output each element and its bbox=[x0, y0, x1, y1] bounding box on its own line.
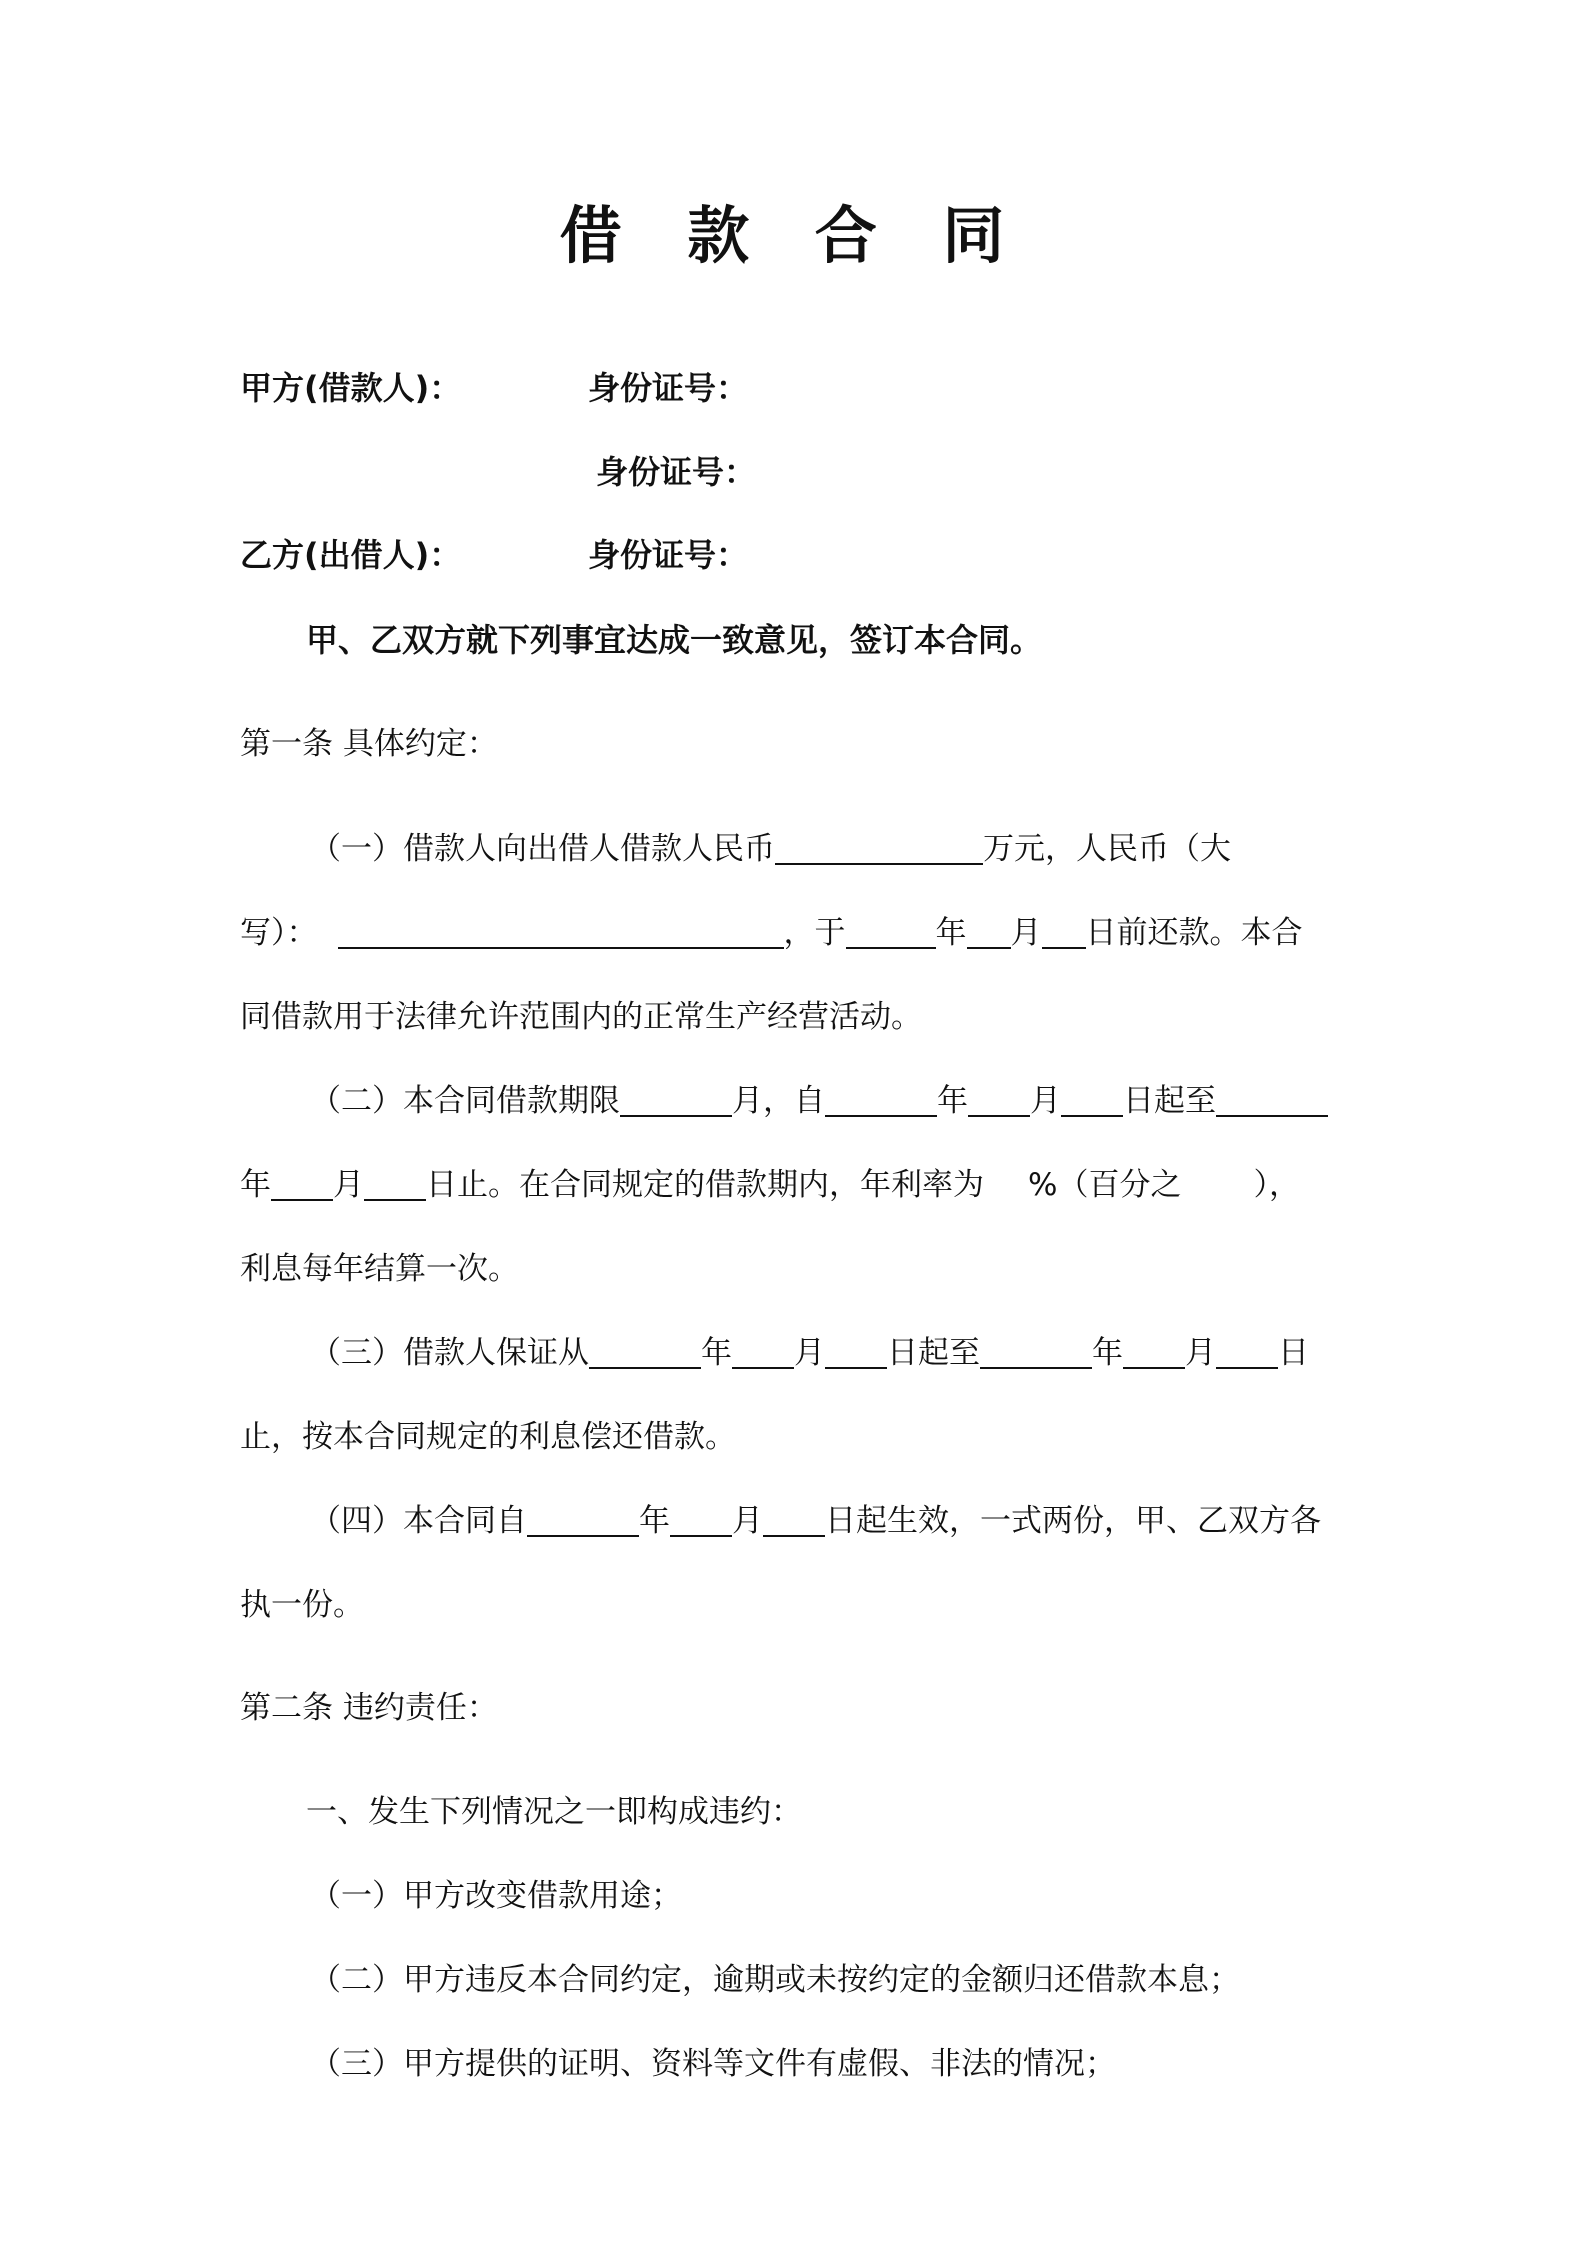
month-label: 月 bbox=[1010, 915, 1042, 951]
year-label: 年 bbox=[937, 1083, 968, 1119]
month-label: 月 bbox=[732, 1503, 763, 1539]
year-label: 年 bbox=[1092, 1335, 1123, 1371]
term-months-blank[interactable] bbox=[620, 1085, 732, 1117]
end-month-blank[interactable] bbox=[271, 1169, 333, 1201]
clause-4-line-2: 执一份。 bbox=[240, 1587, 364, 1623]
breach-item-1: （一）甲方改变借款用途； bbox=[310, 1878, 682, 1914]
effective-day-blank[interactable] bbox=[763, 1505, 825, 1537]
clause-3-text: （三）借款人保证从 bbox=[310, 1335, 589, 1371]
interest-end-month-blank[interactable] bbox=[1123, 1337, 1185, 1369]
effective-year-blank[interactable] bbox=[527, 1505, 639, 1537]
clause-3-line-1 bbox=[310, 1331, 1309, 1375]
clause-4-line-1 bbox=[310, 1499, 1321, 1543]
clause-1-line-2 bbox=[240, 911, 1303, 955]
amount-blank[interactable] bbox=[775, 833, 983, 865]
clause-1-line-3: 同借款用于法律允许范围内的正常生产经营活动。 bbox=[240, 999, 922, 1035]
start-year-blank[interactable] bbox=[825, 1085, 937, 1117]
clause-2-line-1 bbox=[310, 1079, 1328, 1123]
clause-2-text: 月，自 bbox=[732, 1083, 825, 1119]
clause-3-line-2: 止，按本合同规定的利息偿还借款。 bbox=[240, 1419, 736, 1455]
interest-end-year-blank[interactable] bbox=[980, 1337, 1092, 1369]
clause-2-text: 日起至 bbox=[1123, 1083, 1216, 1119]
clause-4-text: （四）本合同自 bbox=[310, 1503, 527, 1539]
start-day-blank[interactable] bbox=[1061, 1085, 1123, 1117]
month-label: 月 bbox=[794, 1335, 825, 1371]
year-label: 年 bbox=[240, 1167, 271, 1203]
party-a-id-label: 身份证号： bbox=[588, 369, 749, 407]
party-b-id-label: 身份证号： bbox=[588, 536, 749, 574]
amount-uppercase-blank[interactable] bbox=[338, 917, 784, 949]
party-a-label: 甲方(借款人)： bbox=[240, 369, 462, 407]
month-label: 月 bbox=[1030, 1083, 1061, 1119]
day-label: 日 bbox=[1278, 1335, 1309, 1371]
year-label: 年 bbox=[935, 915, 967, 951]
interest-start-year-blank[interactable] bbox=[589, 1337, 701, 1369]
clause-1-text: 日前还款。本合 bbox=[1085, 915, 1303, 951]
clause-1-text: 万元，人民币（大 bbox=[983, 831, 1231, 867]
clause-1-text: 写）： bbox=[240, 915, 318, 951]
document-title: 借 款 合 同 bbox=[559, 199, 1027, 272]
clause-1-text: （一）借款人向出借人借款人民币 bbox=[310, 831, 775, 867]
clause-2-line-2 bbox=[240, 1163, 1300, 1207]
year-label: 年 bbox=[701, 1335, 732, 1371]
clause-4-text: 日起生效，一式两份，甲、乙双方各 bbox=[825, 1503, 1321, 1539]
breach-item-2: （二）甲方违反本合同约定，逾期或未按约定的金额归还借款本息； bbox=[310, 1962, 1240, 1998]
article-1-heading: 第一条 具体约定： bbox=[240, 726, 498, 762]
clause-2-text: 日止。在合同规定的借款期内，年利率为 bbox=[426, 1167, 984, 1203]
interest-end-day-blank[interactable] bbox=[1216, 1337, 1278, 1369]
end-day-blank[interactable] bbox=[364, 1169, 426, 1201]
clause-3-text: 日起至 bbox=[887, 1335, 980, 1371]
effective-month-blank[interactable] bbox=[670, 1505, 732, 1537]
intro-sentence: 甲、乙双方就下列事宜达成一致意见，签订本合同。 bbox=[306, 621, 1043, 659]
clause-2-text: %（百分之 bbox=[1028, 1167, 1182, 1203]
article-2-heading: 第二条 违约责任： bbox=[240, 1690, 498, 1726]
breach-intro: 一、发生下列情况之一即构成违约： bbox=[306, 1794, 802, 1830]
month-label: 月 bbox=[1185, 1335, 1216, 1371]
year-label: 年 bbox=[639, 1503, 670, 1539]
extra-id-label: 身份证号： bbox=[596, 453, 757, 491]
interest-start-day-blank[interactable] bbox=[825, 1337, 887, 1369]
repay-day-blank[interactable] bbox=[1042, 917, 1086, 949]
clause-2-text: ）， bbox=[1253, 1167, 1300, 1203]
end-year-blank[interactable] bbox=[1216, 1085, 1328, 1117]
clause-2-text: （二）本合同借款期限 bbox=[310, 1083, 620, 1119]
breach-item-3: （三）甲方提供的证明、资料等文件有虚假、非法的情况； bbox=[310, 2046, 1116, 2082]
clause-1-line-1 bbox=[310, 827, 1231, 871]
clause-2-line-3: 利息每年结算一次。 bbox=[240, 1251, 519, 1287]
start-month-blank[interactable] bbox=[968, 1085, 1030, 1117]
party-b-label: 乙方(出借人)： bbox=[240, 536, 462, 574]
clause-1-text: ，于 bbox=[783, 915, 846, 951]
repay-year-blank[interactable] bbox=[846, 917, 936, 949]
interest-start-month-blank[interactable] bbox=[732, 1337, 794, 1369]
month-label: 月 bbox=[333, 1167, 364, 1203]
repay-month-blank[interactable] bbox=[967, 917, 1011, 949]
